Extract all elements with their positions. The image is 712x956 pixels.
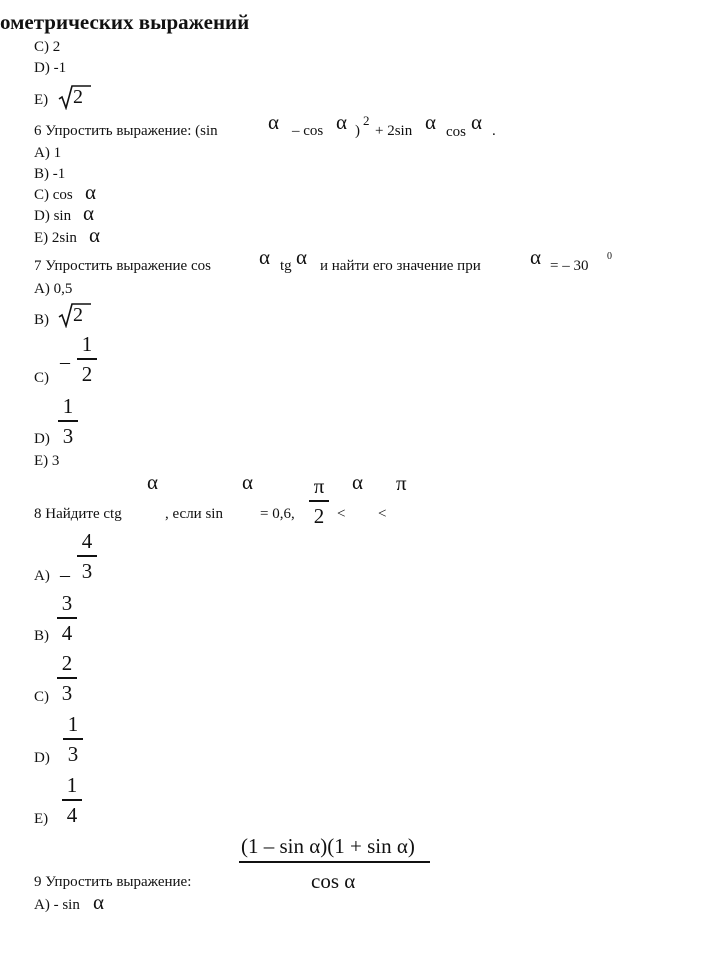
q7-option-d: D): [34, 431, 50, 447]
q7-option-b: B): [34, 312, 49, 328]
q6-option-d: D) sin: [34, 208, 72, 224]
q8-option-e: E): [34, 811, 49, 827]
q8-value: = 0,6,: [260, 506, 295, 522]
q9-option-a-alpha: α: [93, 890, 105, 914]
q6-option-c: C) cos: [34, 187, 73, 203]
q6-option-e: E) 2sin: [34, 230, 77, 246]
q6-option-e-alpha: α: [89, 223, 101, 247]
q8-option-a-fraction: 4 3: [77, 531, 97, 582]
q8-option-a: A): [34, 568, 50, 584]
q8-less-1: <: [337, 506, 346, 522]
q6-option-c-alpha: α: [85, 180, 97, 204]
q6-dot: .: [492, 123, 496, 139]
q9-numerator: (1 – sin α)(1 + sin α): [241, 834, 415, 858]
q8-option-c: C): [34, 689, 49, 705]
q9-denominator: cos α: [311, 869, 356, 893]
q5-option-c: C) 2: [34, 39, 61, 55]
q7-option-b-radicand: 2: [73, 304, 83, 326]
q7-option-e: E) 3: [34, 453, 60, 469]
q8-alpha-3: α: [352, 470, 364, 494]
q8-option-d: D): [34, 750, 50, 766]
q6-minus-cos: – cos: [292, 123, 324, 139]
q6-option-b: B) -1: [34, 166, 66, 182]
q6-option-d-alpha: α: [83, 201, 95, 225]
q6-stem: 6 Упростить выражение: (sin: [34, 123, 218, 139]
q6-alpha-1: α: [268, 110, 280, 134]
q8-pi-over-2: π 2: [309, 476, 329, 527]
q8-if-sin: , если sin: [165, 506, 223, 522]
q7-stem: 7 Упростить выражение cos: [34, 258, 211, 274]
q9-stem: 9 Упростить выражение:: [34, 874, 192, 890]
q7-degree: 0: [607, 251, 612, 262]
q6-alpha-3: α: [425, 110, 437, 134]
q8-option-a-minus: –: [60, 564, 70, 586]
q6-alpha-2: α: [336, 110, 348, 134]
q8-option-d-fraction: 1 3: [63, 714, 83, 765]
page-title: ометрических выражений: [0, 10, 250, 34]
q5-option-d: D) -1: [34, 60, 67, 76]
q8-alpha-1: α: [147, 470, 159, 494]
q8-stem: 8 Найдите ctg: [34, 506, 122, 522]
q8-option-b-fraction: 3 4: [57, 593, 77, 644]
q7-alpha-3: α: [530, 245, 542, 269]
q7-alpha-2: α: [296, 245, 308, 269]
q8-alpha-2: α: [242, 470, 254, 494]
q7-option-c-fraction: 1 2: [77, 334, 97, 385]
q7-find: и найти его значение при: [320, 258, 481, 274]
q7-option-d-fraction: 1 3: [58, 396, 78, 447]
q7-option-a: A) 0,5: [34, 281, 73, 297]
q5-option-e-radicand: 2: [73, 86, 83, 108]
q7-option-c: C): [34, 370, 49, 386]
q6-alpha-4: α: [471, 110, 483, 134]
pi-symbol: π: [313, 474, 325, 498]
q8-option-b: B): [34, 628, 49, 644]
q8-option-e-fraction: 1 4: [62, 775, 82, 826]
q8-pi: π: [396, 471, 407, 495]
q9-option-a: A) - sin: [34, 897, 80, 913]
q7-equals: = – 30: [550, 258, 589, 274]
q7-tg: tg: [280, 258, 292, 274]
q9-fraction-bar: [239, 861, 430, 863]
q6-close-paren: ): [355, 123, 360, 139]
q7-option-c-minus: –: [60, 351, 70, 373]
q7-alpha-1: α: [259, 245, 271, 269]
q8-less-2: <: [378, 506, 387, 522]
q8-option-c-fraction: 2 3: [57, 653, 77, 704]
q6-plus-2sin: + 2sin: [375, 123, 413, 139]
q6-option-a: A) 1: [34, 145, 62, 161]
q6-square: 2: [363, 113, 370, 128]
q5-option-e: E): [34, 92, 49, 108]
q6-cos: cos: [446, 124, 466, 140]
